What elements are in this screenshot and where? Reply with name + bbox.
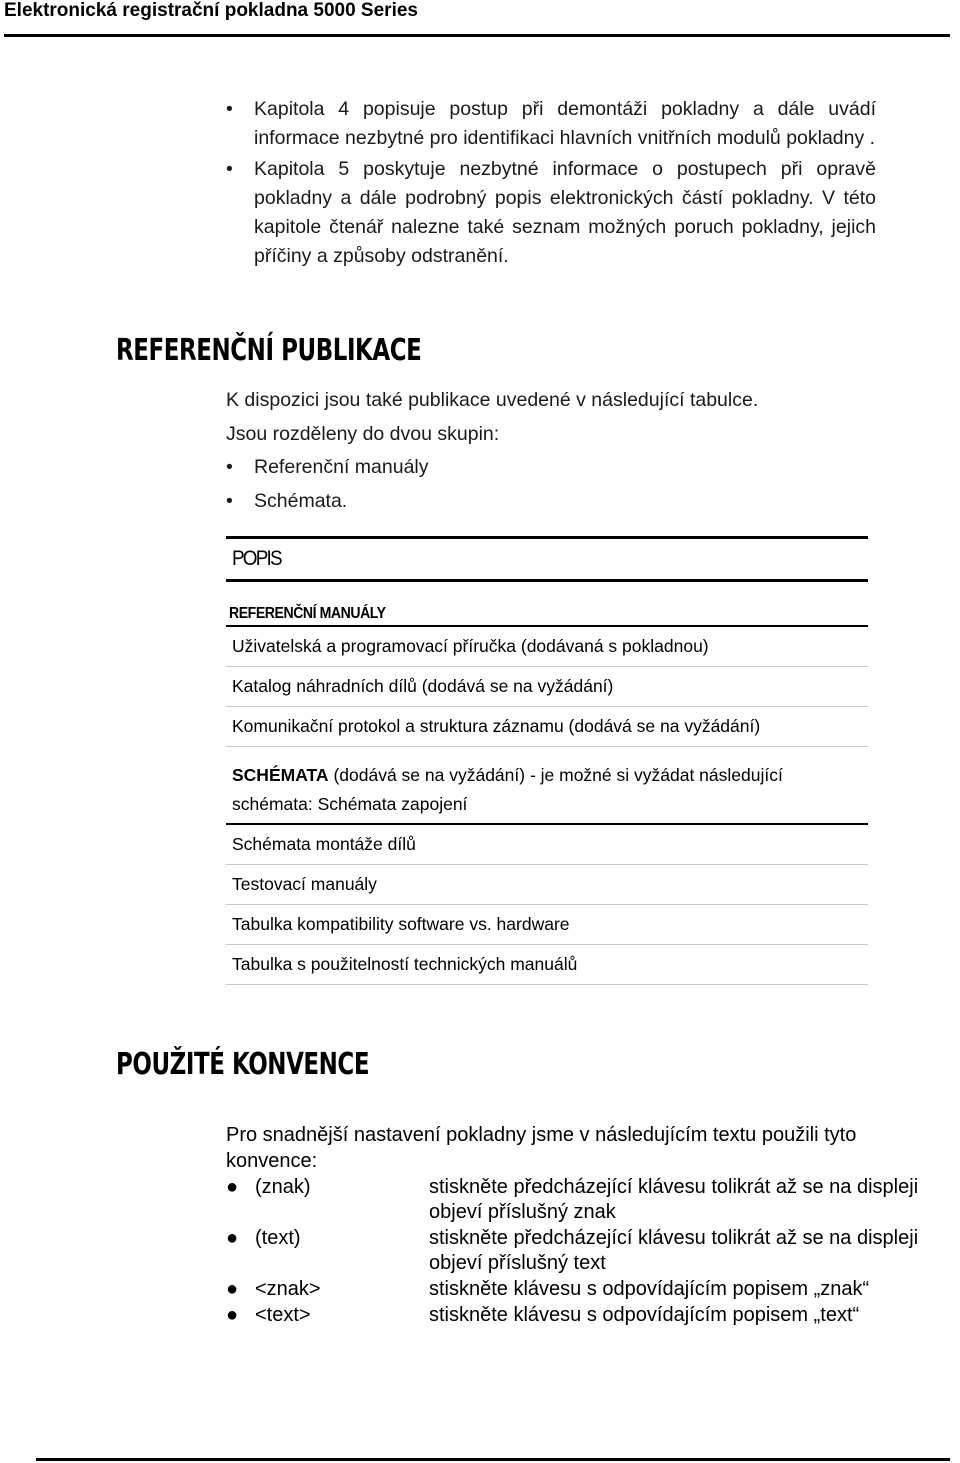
- convention-key: <text>: [255, 1304, 311, 1326]
- conventions-intro: Pro snadnější nastavení pokladny jsme v následujícím textu použili tyto konvence:: [226, 1124, 857, 1172]
- chapter-list: [226, 95, 876, 273]
- bullet-icon: ●: [226, 1227, 239, 1249]
- convention-desc: stiskněte klávesu s odpovídajícím popisem „znak“: [429, 1278, 870, 1300]
- bullet-icon: ●: [226, 1278, 239, 1300]
- schemata-heading-text: (dodává se na vyžádání) - je možné si vyžádat následující: [328, 765, 783, 785]
- section-heading-reference: REFERENČNÍ PUBLIKACE: [116, 333, 422, 368]
- convention-key: (text): [255, 1227, 301, 1249]
- paragraph: Jsou rozděleny do dvou skupin:: [226, 423, 500, 445]
- convention-key: <znak>: [255, 1278, 321, 1300]
- convention-key: (znak): [255, 1176, 311, 1198]
- convention-desc: stiskněte předcházející klávesu tolikrát až se na displeji objeví příslušný text: [429, 1227, 919, 1274]
- table-row: Testovací manuály: [226, 865, 868, 905]
- table-row: Tabulka kompatibility software vs. hardware: [226, 905, 868, 945]
- paragraph: K dispozici jsou také publikace uvedené v následující tabulce.: [226, 389, 759, 411]
- group-list: [226, 450, 429, 518]
- bullet-icon: ●: [226, 1304, 239, 1326]
- convention-desc: stiskněte klávesu s odpovídajícím popisem „text“: [429, 1304, 860, 1326]
- table-row: Schémata montáže dílů: [226, 825, 868, 865]
- schemata-heading-bold: SCHÉMATA: [232, 765, 329, 785]
- list-item: • Schémata.: [226, 484, 429, 518]
- table-header-label: POPIS: [232, 547, 281, 570]
- convention-desc: stiskněte předcházející klávesu tolikrát až se na displeji objeví příslušný znak: [429, 1176, 919, 1223]
- footer-divider: [36, 1458, 950, 1461]
- group-heading: [226, 582, 868, 627]
- table-row: Komunikační protokol a struktura záznamu (dodává se na vyžádání): [226, 707, 868, 747]
- list-item: • Kapitola 4 popisuje postup při demontáži pokladny a dále uvádí informace nezbytné pro identifikaci hlavních vnitřních modulů pokladny .: [226, 95, 876, 153]
- group-heading-label: REFERENČNÍ MANUÁLY: [229, 605, 386, 622]
- list-item: • Kapitola 5 poskytuje nezbytné informace o postupech při opravě pokladny a dále podrobný popis elektronických částí pokladny. V této kapitole čtenář nalezne také seznam možných poruch pokladny, jejich příčiny a způsoby odstranění.: [226, 155, 876, 271]
- table-header: [226, 539, 868, 579]
- bullet-icon: ●: [226, 1176, 239, 1198]
- publications-table: [226, 536, 868, 985]
- document-title: Elektronická registrační pokladna 5000 Series: [4, 0, 418, 21]
- table-row: Tabulka s použitelností technických manuálů: [226, 945, 868, 985]
- schemata-heading: [226, 747, 868, 825]
- list-item: • Referenční manuály: [226, 450, 429, 484]
- table-row: Uživatelská a programovací příručka (dodávaná s pokladnou): [226, 627, 868, 667]
- page-header: [4, 0, 950, 37]
- section-heading-conventions: POUŽITÉ KONVENCE: [116, 1047, 370, 1082]
- table-row: Katalog náhradních dílů (dodává se na vyžádání): [226, 667, 868, 707]
- schemata-heading-text2: schémata: Schémata zapojení: [232, 794, 468, 814]
